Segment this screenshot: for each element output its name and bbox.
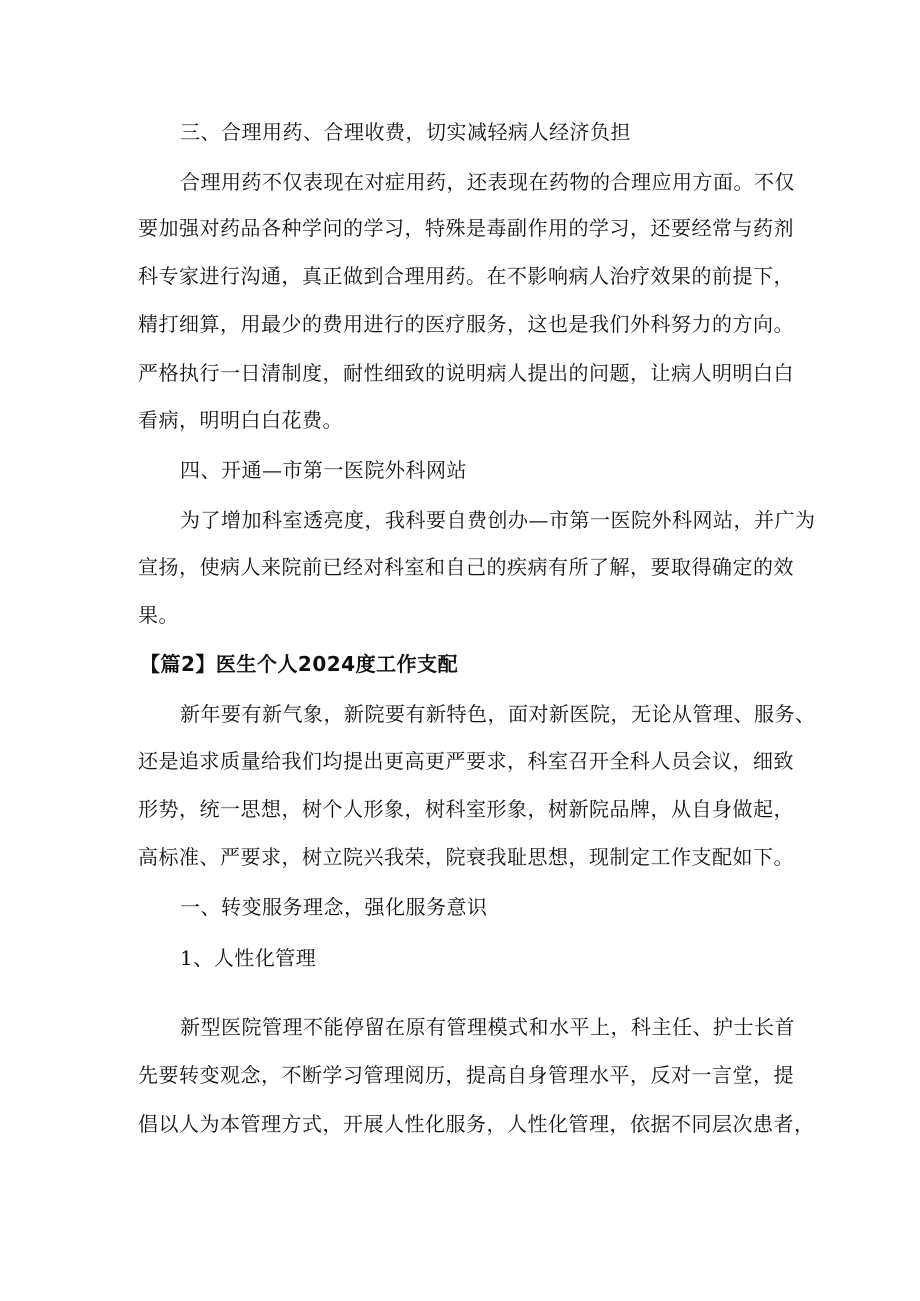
section3-line-4: 精打细算，用最少的费用进行的医疗服务，这也是我们外科努力的方向。	[138, 312, 794, 336]
section4-line-3: 果。	[138, 603, 179, 627]
section4-line-2: 宣扬，使病人来院前已经对科室和自己的疾病有所了解，要取得确定的效	[138, 555, 794, 579]
section4-heading: 四、开通—市第一医院外科网站	[180, 458, 467, 482]
article2-title: 【篇2】医生个人2024度工作支配	[140, 652, 459, 676]
section3-line-6: 看病，明明白白花费。	[138, 408, 343, 432]
section3-heading: 三、合理用药、合理收费，切实减轻病人经济负担	[180, 120, 631, 144]
article2-intro-line-2: 还是追求质量给我们均提出更高更严要求，科室召开全科人员会议，细致	[138, 749, 794, 773]
article2-intro-line-3: 形势，统一思想，树个人形象，树科室形象，树新院品牌，从自身做起，	[138, 797, 794, 821]
sub1-heading: 1、人性化管理	[180, 946, 317, 970]
section3-line-5: 严格执行一日清制度，耐性细致的说明病人提出的问题，让病人明明白白	[138, 361, 794, 385]
sub1-line-2: 先要转变观念，不断学习管理阅历，提高自身管理水平，反对一言堂，提	[138, 1063, 794, 1087]
section3-line-1: 合理用药不仅表现在对症用药，还表现在药物的合理应用方面。不仅	[180, 170, 795, 194]
sub1-line-1: 新型医院管理不能停留在原有管理模式和水平上，科主任、护士长首	[180, 1015, 795, 1039]
article2-intro-line-1: 新年要有新气象，新院要有新特色，面对新医院，无论从管理、服务、	[180, 702, 816, 726]
section3-line-3: 科专家进行沟通，真正做到合理用药。在不影响病人治疗效果的前提下，	[138, 264, 794, 288]
section4-line-1: 为了增加科室透亮度，我科要自费创办—市第一医院外科网站，并广为	[180, 508, 816, 532]
section3-line-2: 要加强对药品各种学问的学习，特殊是毒副作用的学习，还要经常与药剂	[138, 216, 794, 240]
article2-intro-line-4: 高标准、严要求，树立院兴我荣，院衰我耻思想，现制定工作支配如下。	[138, 845, 794, 869]
part1-heading: 一、转变服务理念，强化服务意识	[180, 895, 488, 919]
sub1-line-3: 倡以人为本管理方式，开展人性化服务，人性化管理，依据不同层次患者，	[138, 1112, 815, 1136]
